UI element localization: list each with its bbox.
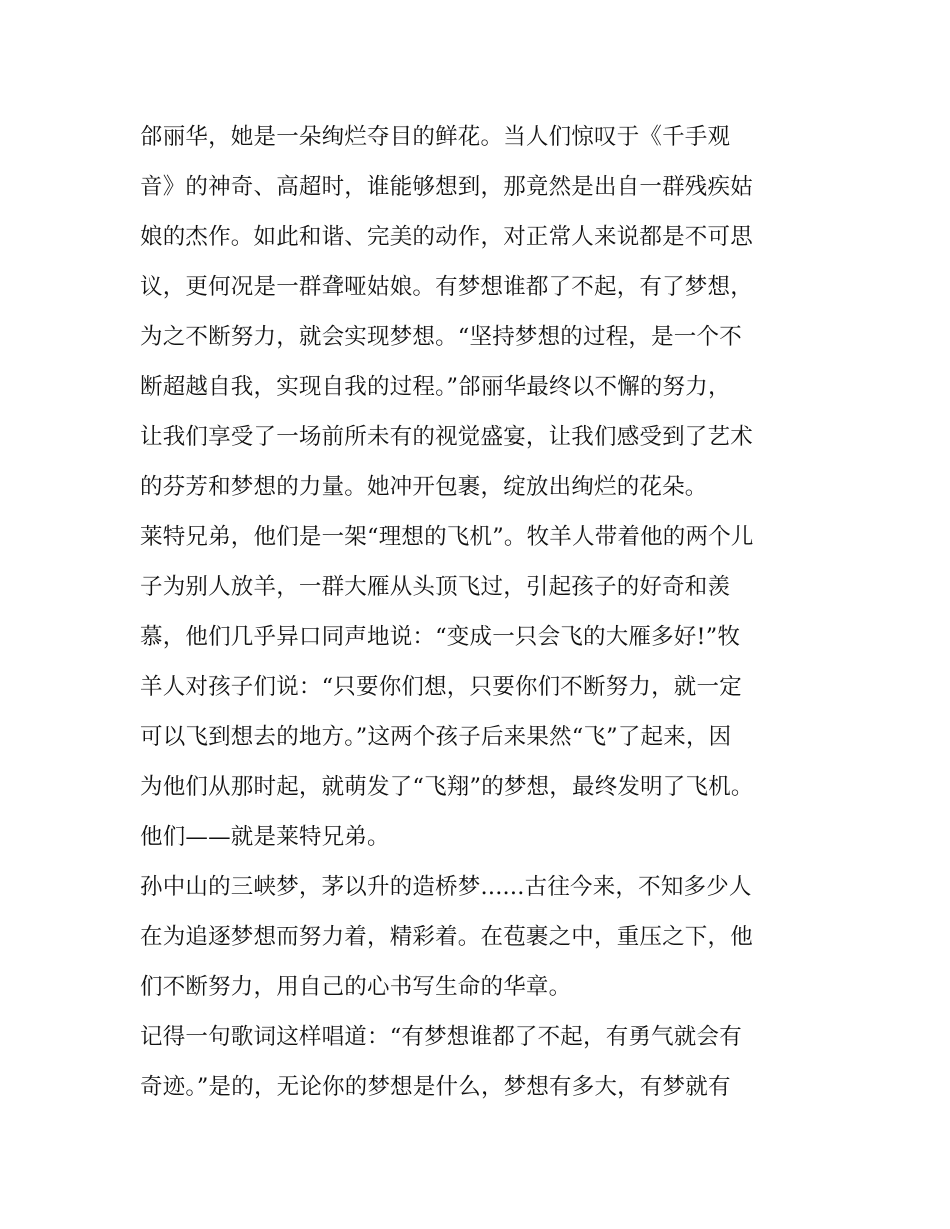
paragraph-4 — [140, 1012, 812, 1112]
paragraph-3 — [140, 862, 812, 1012]
text-line: 让我们享受了一场前所未有的视觉盛宴，让我们感受到了艺术 — [140, 424, 753, 450]
text-line: 断超越自我，实现自我的过程。”郃丽华最终以不懈的努力， — [140, 374, 731, 400]
paragraph-2 — [140, 512, 812, 862]
text-line: 记得一句歌词这样唱道：“有梦想谁都了不起，有勇气就会有 — [140, 1024, 742, 1050]
text-line: 娘的杰作。如此和谐、完美的动作，对正常人来说都是不可思 — [140, 224, 753, 250]
text-line: 子为别人放羊，一群大雁从头顶飞过，引起孩子的好奇和羡 — [140, 574, 731, 600]
text-line: 他们——就是莱特兄弟。 — [140, 824, 390, 850]
text-line: 音》的神奇、高超时，谁能够想到，那竟然是出自一群残疾姑 — [140, 174, 753, 200]
text-line: 的芬芳和梦想的力量。她冲开包裹，绽放出绚烂的花朵。 — [140, 474, 708, 500]
text-line: 奇迹。”是的，无论你的梦想是什么，梦想有多大，有梦就有 — [140, 1074, 731, 1100]
text-line: 为他们从那时起，就萌发了“飞翔”的梦想，最终发明了飞机。 — [140, 774, 754, 800]
text-line: 羊人对孩子们说：“只要你们想，只要你们不断努力，就一定 — [140, 674, 742, 700]
text-line: 为之不断努力，就会实现梦想。“坚持梦想的过程，是一个不 — [140, 324, 742, 350]
text-line: 可以飞到想去的地方。”这两个孩子后来果然“飞”了起来，因 — [140, 724, 732, 750]
text-line: 们不断努力，用自己的心书写生命的华章。 — [140, 974, 572, 1000]
text-line: 慕，他们几乎异口同声地说：“变成一只会飞的大雁多好!”牧 — [140, 624, 741, 650]
text-line: 在为追逐梦想而努力着，精彩着。在苞裹之中，重压之下，他 — [140, 924, 753, 950]
text-line: 孙中山的三峡梦，茅以升的造桥梦......古往今来，不知多少人 — [140, 874, 752, 900]
document-body — [140, 112, 812, 1112]
text-line: 莱特兄弟，他们是一架“理想的飞机”。牧羊人带着他的两个儿 — [140, 524, 754, 550]
text-line: 议，更何况是一群聋哑姑娘。有梦想谁都了不起，有了梦想， — [140, 274, 753, 300]
text-line: 郃丽华，她是一朵绚烂夺目的鲜花。当人们惊叹于《千手观 — [140, 124, 731, 150]
paragraph-1 — [140, 112, 812, 512]
